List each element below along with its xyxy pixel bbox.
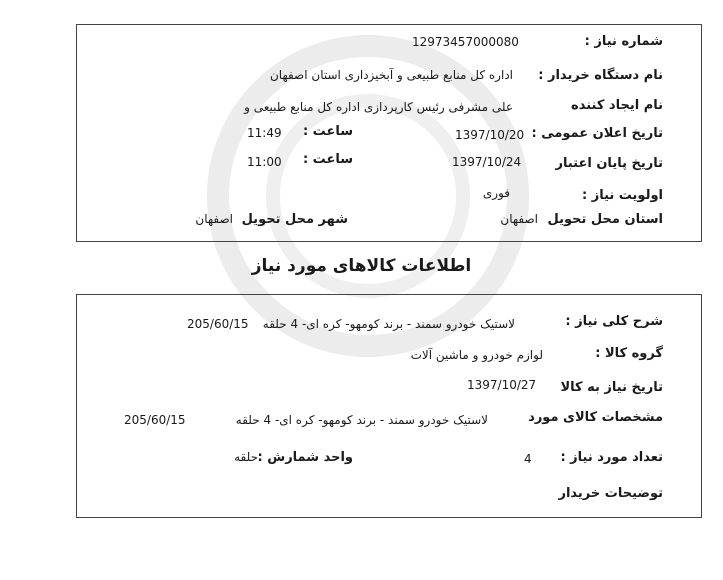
creator-label: نام ایجاد کننده	[571, 98, 663, 113]
province-label: استان محل تحویل	[547, 212, 663, 227]
city-label: شهر محل تحویل	[241, 212, 348, 227]
expiry-date-label: تاریخ پایان اعتبار	[555, 156, 663, 171]
need-number-label: شماره نیاز :	[584, 34, 663, 49]
need-date-label: تاریخ نیاز به کالا	[560, 380, 663, 395]
announce-date-value: 1397/10/20	[455, 128, 525, 142]
buyer-value: اداره کل منابع طبیعی و آبخیزداری استان اصفهان	[269, 68, 513, 82]
buyer-notes-label: توضیحات خریدار	[558, 486, 663, 501]
need-date-value: 1397/10/27	[467, 378, 537, 392]
province-value: اصفهان	[500, 212, 538, 226]
announce-date-label: تاریخ اعلان عمومی :	[531, 126, 663, 141]
general-desc-size: 205/60/15	[187, 317, 249, 331]
need-number-value: 12973457000080	[412, 35, 519, 49]
creator-value: علی مشرفی رئیس کارپردازی اداره کل منابع طبیعی و	[244, 100, 513, 114]
quantity-value: 4	[524, 452, 532, 466]
goods-group-value: لوازم خودرو و ماشین آلات	[410, 348, 543, 362]
priority-label: اولویت نیاز :	[581, 188, 663, 203]
section-title: اطلاعات کالاهای مورد نیاز	[251, 256, 472, 276]
expiry-time-value: 11:00	[247, 155, 282, 169]
spec-value: لاستیک خودرو سمند - برند کومهو- کره ای- 4 حلقه	[235, 413, 488, 427]
spec-label: مشخصات کالای مورد	[528, 410, 663, 425]
announce-time-value: 11:49	[247, 126, 282, 140]
expiry-time-label: ساعت :	[302, 152, 353, 167]
announce-time-label: ساعت :	[302, 124, 353, 139]
priority-value: فوری	[482, 186, 510, 200]
quantity-label: تعداد مورد نیاز :	[560, 450, 663, 465]
unit-value: حلقه	[234, 450, 258, 464]
goods-group-label: گروه کالا :	[595, 346, 663, 361]
general-desc-label: شرح کلی نیاز :	[565, 314, 663, 329]
spec-size: 205/60/15	[124, 413, 186, 427]
city-value: اصفهان	[195, 212, 233, 226]
general-desc-value: لاستیک خودرو سمند - برند کومهو- کره ای- 4 حلقه	[262, 317, 515, 331]
unit-label: واحد شمارش :	[257, 450, 353, 465]
expiry-date-value: 1397/10/24	[452, 155, 522, 169]
buyer-label: نام دستگاه خریدار :	[538, 68, 663, 83]
